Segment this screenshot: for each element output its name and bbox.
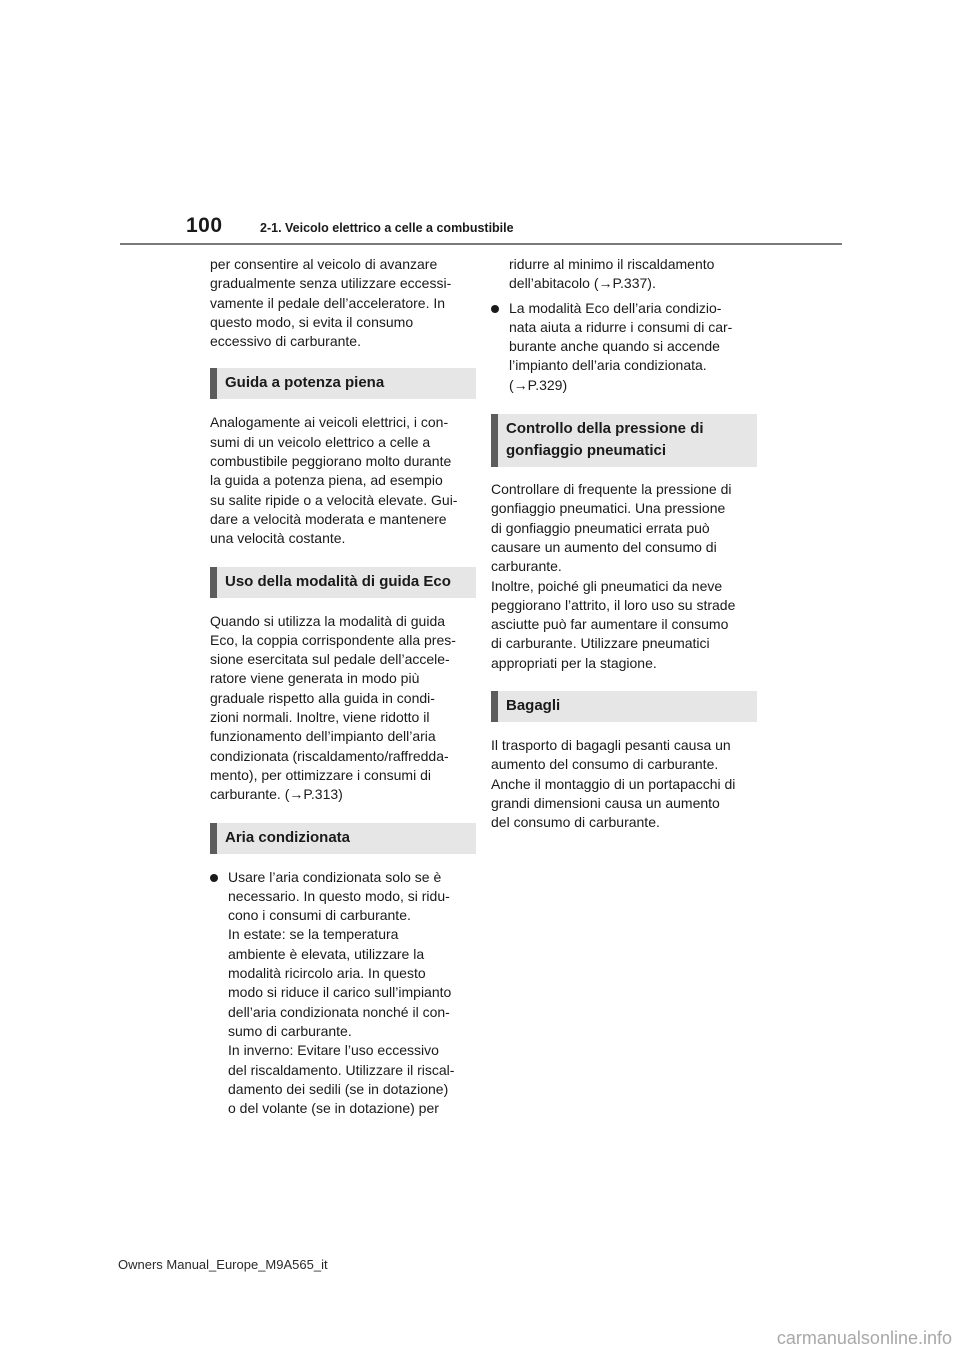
text-line: In inverno: Evitare l’uso eccessivo [228, 1042, 439, 1059]
heading-air-conditioning [210, 823, 476, 854]
text-line: In estate: se la temperatura [228, 926, 399, 943]
text-line: del riscaldamento. Utilizzare il riscal- [228, 1061, 455, 1078]
text-line: carburante. [491, 558, 562, 575]
text-line: l’impianto dell’aria condizionata. [509, 357, 707, 374]
text-line: su salite ripide o a velocità elevate. Gui- [210, 491, 458, 508]
text-line: modo si riduce il carico sull’impianto [228, 984, 452, 1001]
text-line: ambiente è elevata, utilizzare la [228, 945, 425, 962]
text-line: vamente il pedale dell’acceleratore. In [210, 294, 446, 311]
heading-eco-mode [210, 567, 476, 598]
text-line: dare a velocità moderata e mantenere [210, 510, 447, 527]
text-line: nata aiuta a ridurre i consumi di car- [509, 318, 733, 335]
text-line: cono i consumi di carburante. [228, 907, 411, 924]
text-line: gonfiaggio pneumatici. Una pressione [491, 500, 726, 517]
text-line: sumo di carburante. [228, 1022, 352, 1039]
text-line: causare un aumento del consumo di [491, 538, 717, 555]
bullet-air-conditioning-usage [210, 868, 472, 1119]
text-line: di carburante. Utilizzare pneumatici [491, 635, 710, 652]
footer-document-id: Owners Manual_Europe_M9A565_it [118, 1257, 328, 1272]
text-line: La modalità Eco dell’aria condizio- [509, 299, 722, 316]
text-line: ratore viene generata in modo più [210, 670, 420, 687]
text-line: grandi dimensioni causa un aumento [491, 794, 720, 811]
page-number: 100 [186, 214, 223, 237]
text-line: gradualmente senza utilizzare eccessi- [210, 275, 452, 292]
text-line: eccessivo di carburante. [210, 333, 361, 350]
text-line: graduale rispetto alla guida in condi- [210, 689, 435, 706]
bullet-eco-air-conditioning [491, 299, 753, 395]
text-line: sione esercitata sul pedale dell’accele- [210, 651, 450, 668]
text-line: condizionata (riscaldamento/raffredda- [210, 747, 449, 764]
heading-text: Controllo della pressione di [506, 420, 704, 438]
text-line: ridurre al minimo il riscaldamento [509, 256, 715, 272]
text-line: appropriati per la stagione. [491, 654, 657, 671]
text-line: una velocità costante. [210, 530, 346, 547]
paragraph-full-power [210, 413, 472, 548]
heading-text: Bagagli [506, 697, 561, 715]
section-title: 2-1. Veicolo elettrico a celle a combustibile [260, 221, 514, 235]
heading-full-power [210, 368, 476, 399]
heading-text: Aria condizionata [225, 828, 351, 846]
text-line: Controllare di frequente la pressione di [491, 481, 732, 498]
text-line: burante anche quando si accende [509, 338, 720, 355]
paragraph-eco-mode [210, 612, 472, 805]
text-line: modalità ricircolo aria. In questo [228, 965, 426, 982]
bullet-dot-icon [491, 305, 499, 313]
text-line: damento dei sedili (se in dotazione) [228, 1080, 449, 1097]
text-line: sumi di un veicolo elettrico a celle a [210, 433, 431, 450]
text-line: la guida a potenza piena, ad esempio [210, 472, 443, 489]
text-line: di gonfiaggio pneumatici errata può [491, 519, 710, 536]
text-line: Usare l’aria condizionata solo se è [228, 868, 442, 885]
heading-tire-pressure [491, 414, 757, 467]
text-line: aumento del consumo di carburante. [491, 756, 719, 773]
text-line: dell’abitacolo (→P.337). [509, 275, 656, 292]
bullet-continuation [491, 255, 753, 294]
text-line: questo modo, si evita il consumo [210, 313, 414, 330]
left-column [210, 255, 472, 1118]
header-divider [120, 243, 842, 245]
text-line: Il trasporto di bagagli pesanti causa un [491, 737, 731, 754]
heading-luggage [491, 691, 757, 722]
text-line: combustibile peggiorano molto durante [210, 453, 452, 470]
text-line: mento), per ottimizzare i consumi di [210, 766, 431, 783]
text-line: Quando si utilizza la modalità di guida [210, 612, 446, 629]
text-line: asciutte può far aumentare il consumo [491, 616, 729, 633]
text-line: (→P.329) [509, 376, 568, 393]
text-line: carburante. (→P.313) [210, 786, 343, 803]
heading-text: gonfiaggio pneumatici [506, 442, 666, 460]
right-column [491, 255, 753, 833]
text-line: Anche il montaggio di un portapacchi di [491, 775, 736, 792]
text-line: per consentire al veicolo di avanzare [210, 256, 438, 272]
text-line: dell’aria condizionata nonché il con- [228, 1003, 450, 1020]
paragraph-luggage [491, 736, 753, 832]
text-line: zioni normali. Inoltre, viene ridotto il [210, 709, 430, 726]
text-line: Inoltre, poiché gli pneumatici da neve [491, 577, 723, 594]
heading-text: Uso della modalità di guida Eco [225, 572, 451, 590]
text-line: del consumo di carburante. [491, 814, 660, 831]
text-line: funzionamento dell’impianto dell’aria [210, 728, 436, 745]
intro-paragraph [210, 255, 472, 351]
heading-text: Guida a potenza piena [225, 374, 385, 392]
paragraph-tire-pressure [491, 480, 753, 673]
text-line: necessario. In questo modo, si ridu- [228, 887, 450, 904]
bullet-dot-icon [210, 874, 218, 882]
text-line: Analogamente ai veicoli elettrici, i con- [210, 414, 449, 431]
watermark: carmanualsonline.info [776, 1328, 952, 1348]
text-line: o del volante (se in dotazione) per [228, 1100, 439, 1117]
text-line: Eco, la coppia corrispondente alla pres- [210, 631, 456, 648]
text-line: peggiorano l’attrito, il loro uso su strade [491, 596, 736, 613]
